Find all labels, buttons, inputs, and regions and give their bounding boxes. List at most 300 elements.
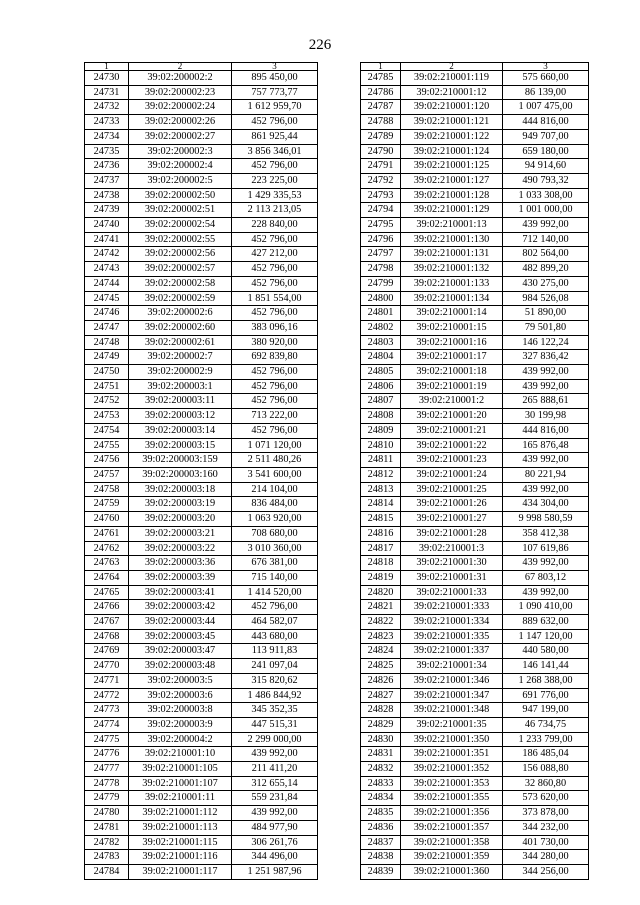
row-number-cell: 24799 xyxy=(361,276,401,291)
row-number-cell: 24837 xyxy=(361,835,401,850)
row-number-cell: 24829 xyxy=(361,717,401,732)
row-number-cell: 24752 xyxy=(85,394,129,409)
table-header-row xyxy=(85,63,318,71)
row-number-cell: 24821 xyxy=(361,600,401,615)
table-row xyxy=(85,85,318,100)
table-row xyxy=(361,159,589,174)
row-number-cell: 24737 xyxy=(85,173,129,188)
row-number-cell: 24801 xyxy=(361,306,401,321)
cadastral-number-cell: 39:02:210001:115 xyxy=(129,835,232,850)
row-number-cell: 24770 xyxy=(85,659,129,674)
value-cell: 712 140,00 xyxy=(503,232,589,247)
value-cell: 86 139,00 xyxy=(503,85,589,100)
cadastral-number-cell: 39:02:210001:359 xyxy=(401,850,503,865)
table-header-row xyxy=(361,63,589,71)
cadastral-number-cell: 39:02:210001:107 xyxy=(129,776,232,791)
table-row xyxy=(85,350,318,365)
value-cell: 186 485,04 xyxy=(503,747,589,762)
value-cell: 223 225,00 xyxy=(232,173,318,188)
cadastral-number-cell: 39:02:210001:112 xyxy=(129,806,232,821)
row-number-cell: 24824 xyxy=(361,644,401,659)
table-row xyxy=(361,482,589,497)
row-number-cell: 24768 xyxy=(85,629,129,644)
row-number-cell: 24732 xyxy=(85,100,129,115)
value-cell: 430 275,00 xyxy=(503,276,589,291)
cadastral-number-cell: 39:02:200002:2 xyxy=(129,71,232,86)
table-row xyxy=(361,541,589,556)
column-header-cadastral: 2 xyxy=(129,63,232,71)
row-number-cell: 24800 xyxy=(361,291,401,306)
cadastral-number-cell: 39:02:210001:128 xyxy=(401,188,503,203)
table-row xyxy=(85,409,318,424)
column-header-number: 1 xyxy=(361,63,401,71)
page-number: 226 xyxy=(308,37,332,53)
value-cell: 46 734,75 xyxy=(503,717,589,732)
cadastral-number-cell: 39:02:200003:41 xyxy=(129,585,232,600)
value-cell: 80 221,94 xyxy=(503,467,589,482)
row-number-cell: 24819 xyxy=(361,570,401,585)
value-cell: 315 820,62 xyxy=(232,673,318,688)
registry-table-left xyxy=(84,62,318,880)
row-number-cell: 24751 xyxy=(85,379,129,394)
value-cell: 439 992,00 xyxy=(503,365,589,380)
cadastral-number-cell: 39:02:200003:5 xyxy=(129,673,232,688)
value-cell: 490 793,32 xyxy=(503,173,589,188)
row-number-cell: 24794 xyxy=(361,203,401,218)
row-number-cell: 24814 xyxy=(361,497,401,512)
table-row xyxy=(85,159,318,174)
value-cell: 30 199,98 xyxy=(503,409,589,424)
table-row xyxy=(85,365,318,380)
cadastral-number-cell: 39:02:200002:7 xyxy=(129,350,232,365)
row-number-cell: 24749 xyxy=(85,350,129,365)
cadastral-number-cell: 39:02:200002:60 xyxy=(129,320,232,335)
row-number-cell: 24767 xyxy=(85,615,129,630)
table-row xyxy=(361,247,589,262)
row-number-cell: 24763 xyxy=(85,556,129,571)
cadastral-number-cell: 39:02:210001:333 xyxy=(401,600,503,615)
value-cell: 757 773,77 xyxy=(232,85,318,100)
cadastral-number-cell: 39:02:210001:129 xyxy=(401,203,503,218)
row-number-cell: 24784 xyxy=(85,864,129,879)
value-cell: 1 001 000,00 xyxy=(503,203,589,218)
row-number-cell: 24741 xyxy=(85,232,129,247)
table-row xyxy=(361,659,589,674)
cadastral-number-cell: 39:02:210001:119 xyxy=(401,71,503,86)
table-row xyxy=(85,173,318,188)
value-cell: 1 851 554,00 xyxy=(232,291,318,306)
cadastral-number-cell: 39:02:210001:22 xyxy=(401,438,503,453)
value-cell: 156 088,80 xyxy=(503,762,589,777)
row-number-cell: 24809 xyxy=(361,423,401,438)
cadastral-number-cell: 39:02:210001:116 xyxy=(129,850,232,865)
cadastral-number-cell: 39:02:210001:117 xyxy=(129,864,232,879)
row-number-cell: 24798 xyxy=(361,262,401,277)
cadastral-number-cell: 39:02:200003:14 xyxy=(129,423,232,438)
table-row xyxy=(85,512,318,527)
row-number-cell: 24765 xyxy=(85,585,129,600)
value-cell: 9 998 580,59 xyxy=(503,512,589,527)
value-cell: 452 796,00 xyxy=(232,262,318,277)
table-row xyxy=(85,747,318,762)
cadastral-number-cell: 39:02:200003:20 xyxy=(129,512,232,527)
table-row xyxy=(85,673,318,688)
value-cell: 439 992,00 xyxy=(503,556,589,571)
row-number-cell: 24747 xyxy=(85,320,129,335)
value-cell: 439 992,00 xyxy=(232,806,318,821)
cadastral-number-cell: 39:02:210001:134 xyxy=(401,291,503,306)
cadastral-number-cell: 39:02:200002:23 xyxy=(129,85,232,100)
table-row xyxy=(85,423,318,438)
table-row xyxy=(85,791,318,806)
table-row xyxy=(361,747,589,762)
value-cell: 113 911,83 xyxy=(232,644,318,659)
cadastral-number-cell: 39:02:210001:356 xyxy=(401,806,503,821)
value-cell: 211 411,20 xyxy=(232,762,318,777)
table-row xyxy=(85,320,318,335)
cadastral-number-cell: 39:02:210001:360 xyxy=(401,864,503,879)
cadastral-number-cell: 39:02:200003:159 xyxy=(129,453,232,468)
value-cell: 214 104,00 xyxy=(232,482,318,497)
value-cell: 947 199,00 xyxy=(503,703,589,718)
value-cell: 1 612 959,70 xyxy=(232,100,318,115)
table-row xyxy=(361,776,589,791)
value-cell: 94 914,60 xyxy=(503,159,589,174)
table-row xyxy=(85,762,318,777)
cadastral-number-cell: 39:02:210001:358 xyxy=(401,835,503,850)
row-number-cell: 24764 xyxy=(85,570,129,585)
row-number-cell: 24740 xyxy=(85,218,129,233)
value-cell: 1 486 844,92 xyxy=(232,688,318,703)
table-row xyxy=(361,232,589,247)
row-number-cell: 24731 xyxy=(85,85,129,100)
row-number-cell: 24733 xyxy=(85,115,129,130)
cadastral-number-cell: 39:02:200003:18 xyxy=(129,482,232,497)
value-cell: 1 233 799,00 xyxy=(503,732,589,747)
table-row xyxy=(85,732,318,747)
table-row xyxy=(361,820,589,835)
value-cell: 439 992,00 xyxy=(503,379,589,394)
table-row xyxy=(361,850,589,865)
row-number-cell: 24779 xyxy=(85,791,129,806)
value-cell: 889 632,00 xyxy=(503,615,589,630)
cadastral-number-cell: 39:02:210001:18 xyxy=(401,365,503,380)
row-number-cell: 24812 xyxy=(361,467,401,482)
cadastral-number-cell: 39:02:210001:21 xyxy=(401,423,503,438)
cadastral-number-cell: 39:02:200002:4 xyxy=(129,159,232,174)
row-number-cell: 24792 xyxy=(361,173,401,188)
value-cell: 165 876,48 xyxy=(503,438,589,453)
table-row xyxy=(85,820,318,835)
table-row xyxy=(361,379,589,394)
row-number-cell: 24830 xyxy=(361,732,401,747)
table-row xyxy=(361,526,589,541)
value-cell: 452 796,00 xyxy=(232,276,318,291)
cadastral-number-cell: 39:02:200003:12 xyxy=(129,409,232,424)
value-cell: 327 836,42 xyxy=(503,350,589,365)
cadastral-number-cell: 39:02:210001:12 xyxy=(401,85,503,100)
table-row xyxy=(85,806,318,821)
table-row xyxy=(361,570,589,585)
table-row xyxy=(361,350,589,365)
value-cell: 146 122,24 xyxy=(503,335,589,350)
table-row xyxy=(361,453,589,468)
table-row xyxy=(85,644,318,659)
row-number-cell: 24806 xyxy=(361,379,401,394)
row-number-cell: 24753 xyxy=(85,409,129,424)
value-cell: 464 582,07 xyxy=(232,615,318,630)
cadastral-number-cell: 39:02:200002:59 xyxy=(129,291,232,306)
cadastral-number-cell: 39:02:210001:334 xyxy=(401,615,503,630)
row-number-cell: 24805 xyxy=(361,365,401,380)
column-header-cadastral: 2 xyxy=(401,63,503,71)
row-number-cell: 24788 xyxy=(361,115,401,130)
table-row xyxy=(85,188,318,203)
cadastral-number-cell: 39:02:210001:34 xyxy=(401,659,503,674)
value-cell: 2 299 000,00 xyxy=(232,732,318,747)
cadastral-number-cell: 39:02:210001:35 xyxy=(401,717,503,732)
cadastral-number-cell: 39:02:210001:120 xyxy=(401,100,503,115)
value-cell: 312 655,14 xyxy=(232,776,318,791)
table-row xyxy=(361,673,589,688)
cadastral-number-cell: 39:02:210001:3 xyxy=(401,541,503,556)
table-row xyxy=(85,115,318,130)
table-row xyxy=(85,379,318,394)
row-number-cell: 24743 xyxy=(85,262,129,277)
table-row xyxy=(361,600,589,615)
table-row xyxy=(85,482,318,497)
cadastral-number-cell: 39:02:200002:61 xyxy=(129,335,232,350)
row-number-cell: 24834 xyxy=(361,791,401,806)
cadastral-number-cell: 39:02:210001:25 xyxy=(401,482,503,497)
table-row xyxy=(85,629,318,644)
cadastral-number-cell: 39:02:200003:45 xyxy=(129,629,232,644)
table-row xyxy=(361,394,589,409)
value-cell: 452 796,00 xyxy=(232,600,318,615)
cadastral-number-cell: 39:02:210001:14 xyxy=(401,306,503,321)
table-row xyxy=(85,776,318,791)
table-row xyxy=(361,806,589,821)
cadastral-number-cell: 39:02:210001:355 xyxy=(401,791,503,806)
table-row xyxy=(361,100,589,115)
table-row xyxy=(361,144,589,159)
table-row xyxy=(85,850,318,865)
value-cell: 452 796,00 xyxy=(232,379,318,394)
cadastral-number-cell: 39:02:210001:351 xyxy=(401,747,503,762)
table-row xyxy=(85,100,318,115)
table-row xyxy=(85,864,318,879)
table-row xyxy=(361,291,589,306)
cadastral-number-cell: 39:02:210001:127 xyxy=(401,173,503,188)
value-cell: 559 231,84 xyxy=(232,791,318,806)
value-cell: 265 888,61 xyxy=(503,394,589,409)
cadastral-number-cell: 39:02:210001:125 xyxy=(401,159,503,174)
row-number-cell: 24748 xyxy=(85,335,129,350)
row-number-cell: 24730 xyxy=(85,71,129,86)
row-number-cell: 24756 xyxy=(85,453,129,468)
table-row xyxy=(85,232,318,247)
cadastral-number-cell: 39:02:210001:31 xyxy=(401,570,503,585)
table-row xyxy=(361,864,589,879)
table-row xyxy=(85,262,318,277)
value-cell: 358 412,38 xyxy=(503,526,589,541)
cadastral-number-cell: 39:02:210001:348 xyxy=(401,703,503,718)
table-row xyxy=(361,497,589,512)
row-number-cell: 24803 xyxy=(361,335,401,350)
value-cell: 3 856 346,01 xyxy=(232,144,318,159)
row-number-cell: 24820 xyxy=(361,585,401,600)
value-cell: 949 707,00 xyxy=(503,129,589,144)
table-row xyxy=(361,188,589,203)
cadastral-number-cell: 39:02:200003:39 xyxy=(129,570,232,585)
table-row xyxy=(361,615,589,630)
value-cell: 345 352,35 xyxy=(232,703,318,718)
table-row xyxy=(85,71,318,86)
table-row xyxy=(85,291,318,306)
value-cell: 241 097,04 xyxy=(232,659,318,674)
cadastral-number-cell: 39:02:210001:353 xyxy=(401,776,503,791)
value-cell: 452 796,00 xyxy=(232,232,318,247)
row-number-cell: 24836 xyxy=(361,820,401,835)
value-cell: 146 141,44 xyxy=(503,659,589,674)
cadastral-number-cell: 39:02:200003:44 xyxy=(129,615,232,630)
value-cell: 439 992,00 xyxy=(232,747,318,762)
cadastral-number-cell: 39:02:210001:131 xyxy=(401,247,503,262)
table-row xyxy=(361,467,589,482)
row-number-cell: 24759 xyxy=(85,497,129,512)
cadastral-number-cell: 39:02:210001:19 xyxy=(401,379,503,394)
value-cell: 306 261,76 xyxy=(232,835,318,850)
value-cell: 434 304,00 xyxy=(503,497,589,512)
value-cell: 344 280,00 xyxy=(503,850,589,865)
value-cell: 1 007 475,00 xyxy=(503,100,589,115)
table-row xyxy=(361,85,589,100)
value-cell: 659 180,00 xyxy=(503,144,589,159)
value-cell: 444 816,00 xyxy=(503,115,589,130)
cadastral-number-cell: 39:02:200002:58 xyxy=(129,276,232,291)
table-row xyxy=(85,615,318,630)
table-row xyxy=(361,717,589,732)
value-cell: 1 033 308,00 xyxy=(503,188,589,203)
table-row xyxy=(361,335,589,350)
table-row xyxy=(361,791,589,806)
row-number-cell: 24795 xyxy=(361,218,401,233)
value-cell: 383 096,16 xyxy=(232,320,318,335)
value-cell: 1 429 335,53 xyxy=(232,188,318,203)
table-row xyxy=(85,394,318,409)
value-cell: 3 541 600,00 xyxy=(232,467,318,482)
value-cell: 1 071 120,00 xyxy=(232,438,318,453)
table-row xyxy=(85,556,318,571)
row-number-cell: 24787 xyxy=(361,100,401,115)
table-row xyxy=(85,600,318,615)
row-number-cell: 24818 xyxy=(361,556,401,571)
row-number-cell: 24823 xyxy=(361,629,401,644)
value-cell: 452 796,00 xyxy=(232,159,318,174)
row-number-cell: 24831 xyxy=(361,747,401,762)
row-number-cell: 24773 xyxy=(85,703,129,718)
cadastral-number-cell: 39:02:210001:346 xyxy=(401,673,503,688)
value-cell: 715 140,00 xyxy=(232,570,318,585)
row-number-cell: 24796 xyxy=(361,232,401,247)
row-number-cell: 24822 xyxy=(361,615,401,630)
cadastral-number-cell: 39:02:210001:26 xyxy=(401,497,503,512)
value-cell: 2 511 480,26 xyxy=(232,453,318,468)
value-cell: 32 860,80 xyxy=(503,776,589,791)
value-cell: 984 526,08 xyxy=(503,291,589,306)
value-cell: 708 680,00 xyxy=(232,526,318,541)
cadastral-number-cell: 39:02:210001:13 xyxy=(401,218,503,233)
table-row xyxy=(85,541,318,556)
cadastral-number-cell: 39:02:210001:121 xyxy=(401,115,503,130)
row-number-cell: 24776 xyxy=(85,747,129,762)
row-number-cell: 24760 xyxy=(85,512,129,527)
row-number-cell: 24755 xyxy=(85,438,129,453)
value-cell: 439 992,00 xyxy=(503,218,589,233)
cadastral-number-cell: 39:02:210001:2 xyxy=(401,394,503,409)
table-row xyxy=(85,306,318,321)
cadastral-number-cell: 39:02:210001:105 xyxy=(129,762,232,777)
cadastral-number-cell: 39:02:200003:21 xyxy=(129,526,232,541)
table-row xyxy=(85,144,318,159)
table-row xyxy=(361,409,589,424)
cadastral-number-cell: 39:02:200002:51 xyxy=(129,203,232,218)
table-row xyxy=(361,365,589,380)
cadastral-number-cell: 39:02:210001:23 xyxy=(401,453,503,468)
value-cell: 452 796,00 xyxy=(232,306,318,321)
cadastral-number-cell: 39:02:210001:335 xyxy=(401,629,503,644)
value-cell: 1 268 388,00 xyxy=(503,673,589,688)
cadastral-number-cell: 39:02:210001:20 xyxy=(401,409,503,424)
value-cell: 1 063 920,00 xyxy=(232,512,318,527)
row-number-cell: 24789 xyxy=(361,129,401,144)
table-row xyxy=(361,556,589,571)
row-number-cell: 24828 xyxy=(361,703,401,718)
table-row xyxy=(361,762,589,777)
value-cell: 452 796,00 xyxy=(232,423,318,438)
table-row xyxy=(361,173,589,188)
row-number-cell: 24735 xyxy=(85,144,129,159)
table-row xyxy=(361,688,589,703)
cadastral-number-cell: 39:02:210001:27 xyxy=(401,512,503,527)
cadastral-number-cell: 39:02:200003:19 xyxy=(129,497,232,512)
row-number-cell: 24739 xyxy=(85,203,129,218)
value-cell: 228 840,00 xyxy=(232,218,318,233)
value-cell: 67 803,12 xyxy=(503,570,589,585)
row-number-cell: 24802 xyxy=(361,320,401,335)
cadastral-number-cell: 39:02:200003:6 xyxy=(129,688,232,703)
cadastral-number-cell: 39:02:200003:15 xyxy=(129,438,232,453)
table-row xyxy=(361,129,589,144)
cadastral-number-cell: 39:02:200002:24 xyxy=(129,100,232,115)
value-cell: 344 496,00 xyxy=(232,850,318,865)
table-row xyxy=(85,835,318,850)
row-number-cell: 24766 xyxy=(85,600,129,615)
row-number-cell: 24769 xyxy=(85,644,129,659)
row-number-cell: 24827 xyxy=(361,688,401,703)
cadastral-number-cell: 39:02:200002:55 xyxy=(129,232,232,247)
table-row xyxy=(85,659,318,674)
column-header-value: 3 xyxy=(503,63,589,71)
value-cell: 1 414 520,00 xyxy=(232,585,318,600)
table-row xyxy=(361,71,589,86)
row-number-cell: 24738 xyxy=(85,188,129,203)
cadastral-number-cell: 39:02:200002:26 xyxy=(129,115,232,130)
table-row xyxy=(85,497,318,512)
cadastral-number-cell: 39:02:200002:6 xyxy=(129,306,232,321)
cadastral-number-cell: 39:02:200002:57 xyxy=(129,262,232,277)
row-number-cell: 24804 xyxy=(361,350,401,365)
